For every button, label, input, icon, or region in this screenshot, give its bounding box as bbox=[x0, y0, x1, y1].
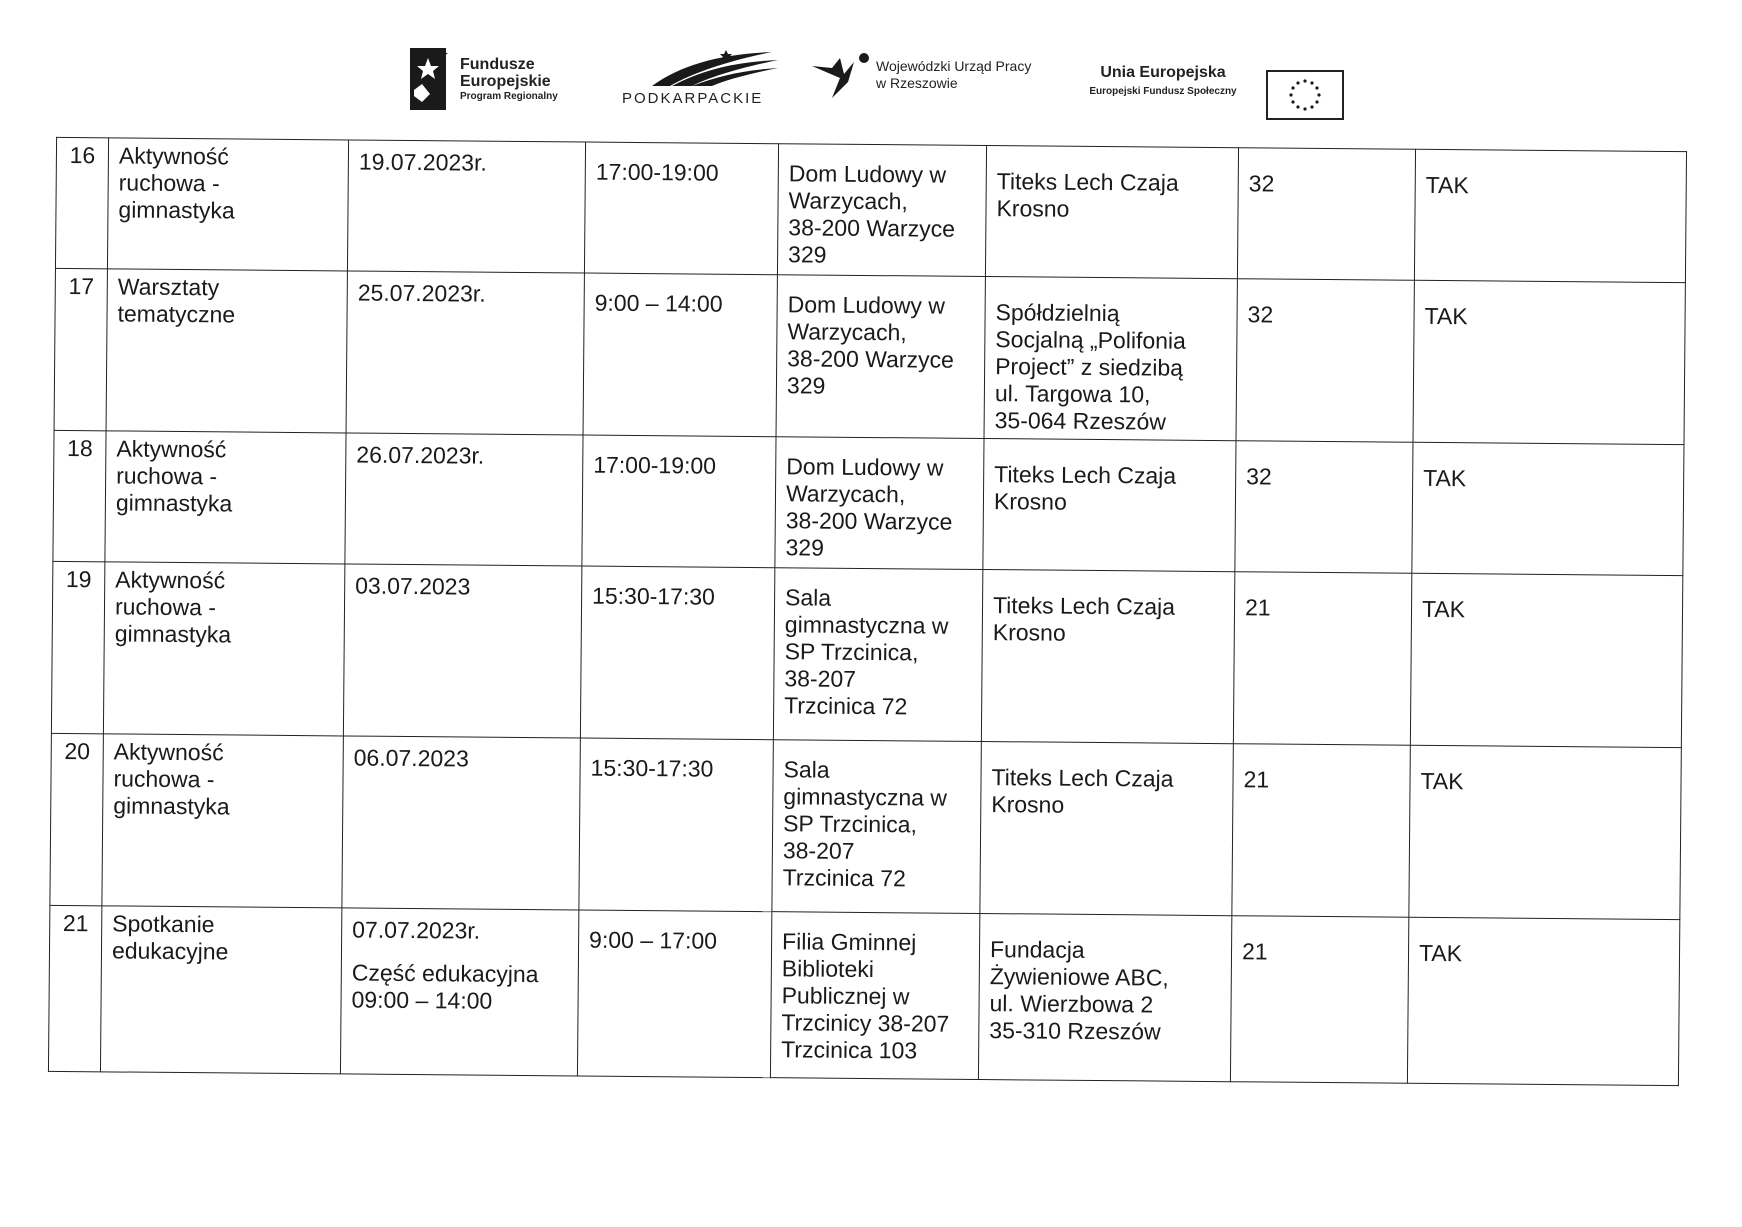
podkarpackie-logo bbox=[622, 48, 792, 108]
cell-place-line: 329 bbox=[785, 534, 825, 561]
cell-name bbox=[107, 138, 348, 271]
cell-name bbox=[100, 906, 341, 1074]
cell-count-text: 32 bbox=[1247, 301, 1274, 328]
cell-time-text: 17:00-19:00 bbox=[595, 158, 719, 186]
cell-org-line: Titeks Lech Czaja bbox=[996, 168, 1179, 196]
table-row bbox=[51, 561, 1682, 747]
cell-name-line: gimnastyka bbox=[115, 489, 233, 517]
cell-name-line: ruchowa - bbox=[114, 593, 217, 621]
podkarpackie-swoosh-icon bbox=[622, 48, 782, 88]
cell-place-line: Publicznej w bbox=[781, 982, 910, 1010]
fundusze-line3: Program Regionalny bbox=[460, 91, 558, 102]
cell-org-line: Krosno bbox=[992, 619, 1066, 646]
cell-name-line: edukacyjne bbox=[111, 937, 229, 965]
cell-org-line: Titeks Lech Czaja bbox=[991, 764, 1174, 792]
cell-org-line: 35-064 Rzeszów bbox=[994, 407, 1167, 435]
cell-place bbox=[772, 740, 981, 914]
ue-line1: Unia Europejska bbox=[1100, 64, 1226, 81]
table-row bbox=[53, 430, 1684, 575]
cell-date bbox=[342, 736, 580, 910]
cell-place-line: Sala bbox=[785, 584, 832, 611]
cell-name-line: gimnastyka bbox=[114, 620, 232, 648]
cell-date bbox=[345, 433, 583, 566]
cell-name-line: ruchowa - bbox=[113, 765, 215, 793]
cell-org-line: Krosno bbox=[996, 195, 1070, 222]
cell-name-line: Aktywność bbox=[116, 435, 227, 463]
logo-bar bbox=[400, 40, 1360, 120]
cell-place-line: 38-200 Warzyce bbox=[785, 507, 953, 535]
cell-time bbox=[583, 273, 777, 437]
cell-count bbox=[1230, 916, 1408, 1084]
cell-name-line: Aktywność bbox=[115, 566, 226, 594]
cell-time-text: 17:00-19:00 bbox=[593, 451, 717, 479]
cell-nr bbox=[51, 561, 104, 733]
cell-place-line: 38-200 Warzyce bbox=[787, 345, 954, 373]
cell-place-line: SP Trzcinica, bbox=[783, 810, 918, 838]
cell-flag-text: TAK bbox=[1420, 767, 1464, 795]
cell-date-text: 19.07.2023r. bbox=[358, 148, 487, 176]
cell-nr-text: 18 bbox=[66, 435, 93, 462]
cell-name-line: Aktywność bbox=[118, 142, 229, 170]
cell-place bbox=[776, 275, 985, 439]
cell-place-line: Dom Ludowy w bbox=[788, 160, 947, 188]
cell-place-line: Warzycach, bbox=[785, 480, 906, 508]
cell-date-text: 25.07.2023r. bbox=[357, 279, 486, 307]
cell-name bbox=[106, 269, 347, 433]
cell-flag-text: TAK bbox=[1423, 464, 1467, 492]
cell-date bbox=[343, 564, 581, 738]
cell-place-line: Warzycach, bbox=[787, 318, 907, 346]
cell-count-text: 32 bbox=[1248, 170, 1275, 197]
cell-flag bbox=[1407, 917, 1679, 1085]
cell-place-line: 38-207 bbox=[784, 665, 857, 692]
cell-org bbox=[980, 742, 1233, 916]
cell-nr bbox=[54, 268, 107, 430]
cell-nr bbox=[53, 430, 106, 561]
cell-time-text: 15:30-17:30 bbox=[590, 754, 714, 782]
cell-org-line: Spółdzielnią bbox=[995, 299, 1120, 327]
cell-count-text: 21 bbox=[1243, 766, 1270, 793]
cell-nr bbox=[50, 733, 103, 905]
date-extra-line: Część edukacyjna bbox=[351, 959, 539, 988]
cell-count bbox=[1232, 744, 1410, 918]
cell-place-line: gimnastyczna w bbox=[783, 783, 948, 811]
cell-org-line: Żywieniowe ABC, bbox=[989, 963, 1169, 991]
cell-place-line: Warzycach, bbox=[788, 187, 908, 215]
wup-bird-icon bbox=[810, 48, 874, 108]
eu-stars-icon bbox=[1268, 72, 1342, 118]
cell-org-line: Project” z siedzibą bbox=[995, 353, 1184, 381]
cell-org-line: Krosno bbox=[991, 791, 1065, 818]
cell-place-line: Trzcinica 72 bbox=[782, 864, 906, 892]
cell-name bbox=[105, 431, 346, 564]
cell-flag bbox=[1412, 442, 1684, 575]
cell-flag bbox=[1413, 280, 1685, 444]
cell-time bbox=[577, 910, 771, 1078]
podkarpackie-text: PODKARPACKIE bbox=[622, 90, 764, 107]
cell-nr-text: 20 bbox=[64, 738, 91, 765]
cell-flag bbox=[1414, 149, 1686, 282]
fundusze-europejskie-logo bbox=[408, 44, 558, 119]
cell-time-text: 9:00 – 14:00 bbox=[594, 289, 723, 317]
fundusze-europejskie-icon bbox=[408, 44, 454, 114]
cell-place-line: Dom Ludowy w bbox=[787, 291, 946, 319]
cell-count-text: 21 bbox=[1244, 594, 1271, 621]
cell-count bbox=[1235, 441, 1413, 574]
table-row bbox=[54, 268, 1685, 444]
cell-time-text: 15:30-17:30 bbox=[592, 582, 716, 610]
cell-org-line: ul. Targowa 10, bbox=[994, 380, 1151, 408]
date-extra bbox=[351, 960, 567, 1016]
schedule-table bbox=[48, 137, 1687, 1086]
cell-flag-text: TAK bbox=[1418, 939, 1463, 967]
wup-line2: w Rzeszowie bbox=[876, 75, 958, 91]
cell-date-text: 03.07.2023 bbox=[355, 572, 471, 600]
cell-name-line: gimnastyka bbox=[118, 196, 235, 224]
cell-place-line: Trzcinicy 38-207 bbox=[781, 1009, 950, 1037]
cell-org bbox=[981, 570, 1234, 744]
cell-count-text: 21 bbox=[1241, 938, 1268, 965]
cell-time bbox=[582, 435, 776, 568]
cell-flag-text: TAK bbox=[1421, 595, 1466, 623]
eu-flag bbox=[1266, 70, 1344, 120]
table-row bbox=[55, 137, 1686, 282]
cell-time bbox=[579, 738, 773, 912]
cell-place-line: 38-207 bbox=[782, 837, 855, 864]
cell-org-line: Krosno bbox=[993, 488, 1067, 515]
cell-org bbox=[978, 913, 1231, 1081]
cell-place-line: 329 bbox=[786, 372, 826, 399]
cell-nr bbox=[48, 905, 101, 1071]
cell-count bbox=[1233, 572, 1411, 746]
cell-flag-text: TAK bbox=[1425, 171, 1469, 199]
cell-count-text: 32 bbox=[1246, 463, 1272, 490]
date-extra-line: 09:00 – 14:00 bbox=[351, 986, 493, 1014]
cell-name bbox=[102, 734, 343, 908]
cell-nr bbox=[55, 137, 108, 268]
cell-place-line: SP Trzcinica, bbox=[784, 638, 919, 666]
cell-org bbox=[984, 277, 1237, 441]
cell-flag-text: TAK bbox=[1424, 302, 1468, 330]
ue-line2: Europejski Fundusz Społeczny bbox=[1089, 86, 1237, 97]
cell-org bbox=[983, 439, 1236, 572]
cell-place-line: gimnastyczna w bbox=[784, 611, 949, 639]
cell-nr-text: 17 bbox=[68, 273, 95, 300]
cell-org-line: ul. Wierzbowa 2 bbox=[989, 990, 1154, 1018]
table-row bbox=[50, 733, 1681, 919]
cell-org-line: Fundacja bbox=[989, 936, 1085, 963]
cell-org-line: Socjalną „Polifonia bbox=[995, 326, 1186, 354]
fundusze-line2: Europejskie bbox=[460, 73, 551, 90]
unia-europejska-text bbox=[1078, 64, 1248, 97]
cell-name-line: ruchowa - bbox=[118, 169, 220, 197]
cell-date-text: 06.07.2023 bbox=[353, 744, 469, 772]
cell-name-line: Spotkanie bbox=[112, 910, 215, 938]
cell-count bbox=[1236, 279, 1414, 443]
cell-place-line: Filia Gminnej bbox=[782, 928, 917, 956]
cell-date-text: 07.07.2023r. bbox=[352, 916, 481, 944]
fundusze-line1: Fundusze bbox=[460, 56, 535, 73]
table-row bbox=[48, 905, 1679, 1085]
cell-time bbox=[580, 566, 774, 740]
cell-count bbox=[1237, 148, 1415, 281]
cell-place bbox=[775, 437, 984, 570]
cell-nr-text: 16 bbox=[69, 142, 96, 169]
cell-name-line: gimnastyka bbox=[113, 792, 230, 820]
cell-time-text: 9:00 – 17:00 bbox=[589, 926, 718, 954]
cell-place-line: Sala bbox=[783, 756, 830, 783]
cell-place-line: Dom Ludowy w bbox=[786, 453, 944, 481]
wup-line1: Wojewódzki Urząd Pracy bbox=[876, 58, 1032, 74]
cell-flag bbox=[1409, 745, 1681, 919]
cell-date bbox=[340, 908, 578, 1076]
cell-name bbox=[103, 562, 344, 736]
wup-logo bbox=[810, 48, 1060, 108]
cell-org-line: Titeks Lech Czaja bbox=[992, 592, 1176, 620]
cell-place-line: Trzcinica 103 bbox=[781, 1036, 918, 1064]
cell-place bbox=[777, 144, 986, 277]
cell-place-line: 329 bbox=[787, 241, 827, 268]
cell-nr-text: 19 bbox=[65, 566, 92, 593]
cell-date bbox=[346, 271, 584, 435]
cell-flag bbox=[1410, 573, 1682, 747]
cell-place-line: 38-200 Warzyce bbox=[788, 214, 956, 242]
cell-date-text: 26.07.2023r. bbox=[356, 441, 485, 469]
cell-name-line: tematyczne bbox=[117, 300, 236, 328]
cell-place bbox=[773, 568, 982, 742]
cell-org bbox=[985, 146, 1238, 279]
cell-time bbox=[584, 142, 778, 275]
cell-name-line: ruchowa - bbox=[116, 462, 218, 490]
cell-name-line: Aktywność bbox=[113, 738, 224, 766]
cell-place-line: Trzcinica 72 bbox=[784, 692, 908, 720]
cell-org-line: Titeks Lech Czaja bbox=[994, 461, 1177, 489]
cell-name-line: Warsztaty bbox=[117, 273, 220, 301]
cell-place bbox=[770, 912, 979, 1080]
cell-date bbox=[347, 140, 585, 273]
cell-org-line: 35-310 Rzeszów bbox=[989, 1017, 1161, 1045]
schedule-sheet bbox=[48, 137, 1686, 1085]
cell-place-line: Biblioteki bbox=[781, 955, 875, 983]
cell-nr-text: 21 bbox=[62, 909, 89, 937]
